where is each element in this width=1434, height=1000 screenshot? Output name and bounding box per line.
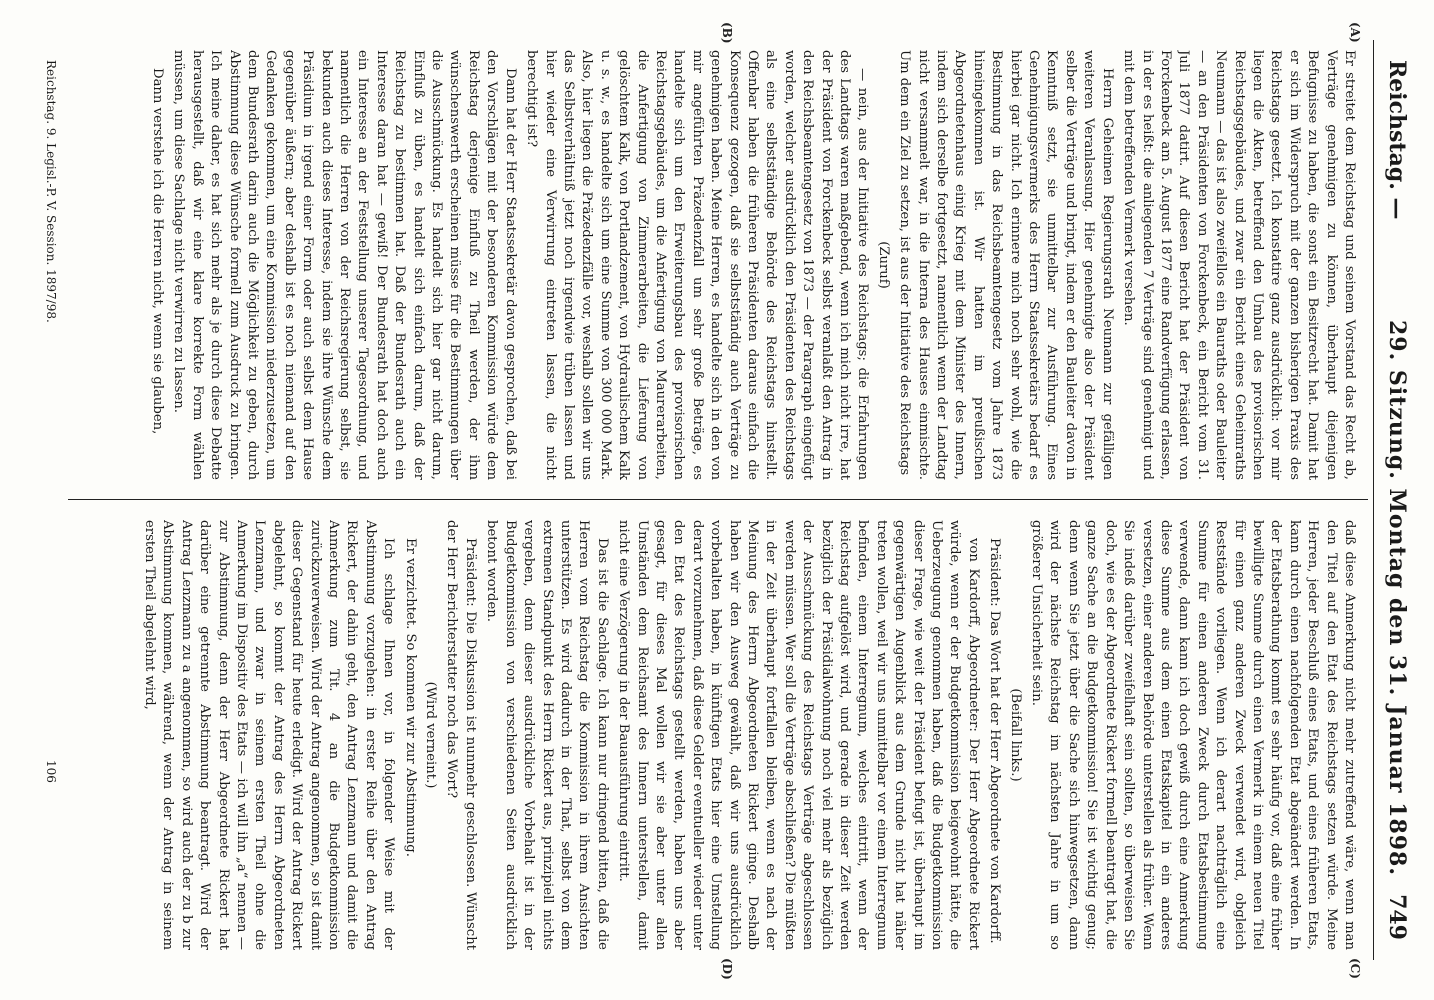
margin-letter-d: (D)	[720, 958, 734, 980]
paragraph: Dann verstehe ich die Herren nicht, wenn sie glauben,	[150, 68, 165, 435]
left-column	[68, 50, 1358, 480]
footer-session: Reichstag. 9. Legisl.-P. V. Session. 1897/98.	[44, 60, 58, 323]
paragraph: Ich schlage Ihnen vor, in folgender Weise mit der Abstimmung vorzugehen: in erster Reihe über den Antrag Rickert, der dahin geht, den Antrag Lenzmann und damit die Anmerkung zum Tit. 4 an die Budgetkommission zurückzuverweisen. Wird der Antrag angenommen, so ist damit dieser Gegenstand für heute erledigt. Wird der Antrag Rickert abgelehnt, so kommt der Antrag des Herrn Abgeordneten Lenzmann, und zwar in seinem ersten Theil ohne die Anmerkung im Dispositiv des Etats — ich will ihn „a“ nennen — zur Abstimmung, denn der Herr Abgeordnete Rickert hat darüber eine getrennte Abstimmung beantragt. Wird der Antrag Lenzmann zu a angenommen, so wird auch der zu b zur Abstimmung kommen, während, wenn der Antrag in seinem ersten Theil abgelehnt wird,	[142, 520, 397, 950]
paragraph: — nein, aus der Initiative des Reichstags; die Erfahrungen des Landtags waren maßgebend, wenn ich mich nicht irre, hat der Präsident von Forckenbeck selbst veranlaßt den Antrag in den Reichsbeamtengesetz von 1873 — der Paragraph eingefügt worden, welcher ausdrücklich den Präsidenten des Reichstags als eine selbstständige Behörde des Reichstags hinstellt. Offenbar haben die früheren Präsidenten daraus einfach die Konsequenz gezogen, daß sie selbstständig auch Verträge zu genehmigen haben. Meine Herren, es handelte sich in den von mir angeführten Präzedenzfall um sehr große Beträge, es handelte sich um den Erweiterungsbau des provisorischen Reichstagsgebäudes, um die Anfertigung von Maurerarbeiten, die Anfertigung von Zimmerarbeiten, die Lieferung von gelöschtem Kalk, von Portlandzement, von Hydraulischem Kalk u. s. w., es handelte sich um eine Summe von 300 000 Mark. Also, hier liegen die Präzedenzfälle vor, weshalb sollen wir uns das Selbstverhältniß jetzt noch irgendwie trüben lassen und hier wieder eine Verwirrung eintreten lassen, die nicht berechtigt ist?	[524, 50, 871, 480]
paragraph: Er verzichtet. So kommen wir zur Abstimmung.	[402, 538, 418, 857]
footer-sheet-number: 106	[44, 760, 58, 783]
paragraph: daß diese Anmerkung nicht mehr zutreffend wäre, wenn man den Titel auf den Etat des Reichstags setzen würde. Meine Herren, jeder Beschluß eines Etats, und eines früheren Etats, kann durch einen nachfolgenden Etat abgeändert werden. In der Etatsberathung kommt es sehr häufig vor, daß eine früher bewilligte Summe durch einen Vermerk in einem neuen Titel für einen ganz anderen Zweck verwendet wird, obgleich Reststände vorliegen. Wenn ich derart nachträglich eine Summe für einen anderen Zweck durch Etatsbestimmung verwende, dann kann ich doch gewiß durch eine Anmerkung diese Summe aus dem einen Etatskapitel in ein anderes versetzen, einer anderen Behörde unterstellen als früher. Wenn Sie indeß darüber zweifelhaft sein sollten, so überweisen Sie doch, wie es der Abgeordnete Rickert formell beantragt hat, die ganze Sache an die Budgetkommission! Sie ist wichtig genug; denn wenn Sie jetzt über die Sache sich hinwegsetzen, dann wird der nächste Reichstag im nächsten Jahre in um so größerer Unsicherheit sein.	[1029, 520, 1357, 950]
paragraph: Er streitet dem Reichstag und seinem Vorstand das Recht ab, Verträge genehmigen zu können, überhaupt diejenigen Befugnisse zu haben, die sonst ein Besitzrecht hat. Damit hat er sich im Widerspruch mit der ganzen bisherigen Praxis des Reichstags gesetzt. Ich konstatire ganz ausdrücklich: vor mir liegen die Akten, betreffend den Umbau des provisorischen Reichstagsgebäudes, und zwar ein Bericht eines Geheimraths Neumann — das ist also zweifellos ein Bauraths oder Bauleiter — an den Präsidenten von Forckenbeck, ein Bericht vom 31. Juli 1877 datirt. Auf diesen Bericht hat der Präsident von Forckenbeck am 5. August 1877 eine Randverfügung erlassen, in der es heißt: die anliegenden 7 Verträge sind genehmigt und mit dem betreffenden Vermerk versehen.	[1121, 50, 1357, 480]
header-left: Reichstag. —	[1384, 60, 1410, 220]
header-title: 29. Sitzung. Montag den 31. Januar 1898.	[1384, 320, 1410, 877]
margin-letter-c: (C)	[1348, 958, 1362, 979]
speaker-paragraph: Präsident: Das Wort hat der Herr Abgeordnete von Kardorff.	[987, 538, 1003, 944]
interjection: (Zuruf)	[875, 241, 891, 289]
margin-letter-a: (A)	[1348, 22, 1362, 43]
paragraph: Herrn Geheimen Regierungsrath Neumann zur gefälligen weiteren Veranlassung. Hier genehmigte also der Präsident selber die Verträge und bringt, indem er den Bauleiter davon in Kenntniß setzt, sie unmittelbar zur Ausführung. Eines Genehmigungsvermerks des Herrn Staatssekretärs bedarf es hierbei gar nicht. Ich erinnere mich noch sehr wohl, wie die Bestimmung in das Reichsbeamtengesetz vom Jahre 1873 hineingekommen ist. Wir hatten im preußischen Abgeordnetenhaus einig Krieg mit dem Minister des Innern, indem sich derselbe fortgesetzt, namentlich wenn der Landtag nicht versammelt war, in die Interna des Hauses einmischte. Um dem ein Ziel zu setzen, ist aus der Initiative des Reichstags	[897, 50, 1115, 480]
right-column	[68, 520, 1358, 950]
column-divider	[68, 499, 1368, 500]
interjection: (Wird verneint.)	[423, 681, 439, 789]
speaker-paragraph: von Kardorff, Abgeordneter: Der Herr Abgeordnete Rickert würde, wenn er der Budgetkommission beigewohnt hätte, die Ueberzeugung genommen haben, daß die Budgetkommission dieser Frage, wie weit der Präsident befugt ist, überhaupt im gegenwärtigen Augenblick aus dem Grunde nicht hat näher treten wollen, weil wir uns unmittelbar vor einem Interregnum befinden, einem Interregnum, welches eintritt, wenn der Reichstag aufgelöst wird, und gerade in dieser Zeit werden bezüglich der Präsidialwohnung noch viel mehr als bezüglich der Ausschmückung des Reichstags Verträge abgeschlossen werden müssen. Wer soll die Verträge abschließen? Die müßten in der Zeit überhaupt fortfallen bleiben, wenn es nach der Meinung des Herrn Abgeordneten Rickert ginge. Deshalb haben wir den Ausweg gewählt, daß wir uns ausdrücklich vorbehalten haben, in künftigen Etats hier eine Umstellung derart vorzunehmen, daß diese Gelder eventueller wieder unter den Etat des Reichstags gestellt werden, haben uns aber gesagt, für dieses Mal wollen wir sie aber unter allen Umständen dem Reichsamt des Innern unterstellen, damit nicht eine Verzögerung in der Bauausführung eintritt.	[616, 520, 981, 950]
speaker-paragraph: Präsident: Die Diskussion ist nunmehr geschlossen. Wünscht der Herr Berichterstatter noch das Wort?	[444, 520, 478, 950]
interjection: (Beifall links.)	[1007, 688, 1023, 782]
paragraph: Dann hat der Herr Staatssekretär davon gesprochen, daß bei den Vorschlägen mit der besonderen Kommission würde dem Reichstag derjenige Einfluß zu Theil werden, der ihm wünschenswerth erscheinen müsse für die Bestimmungen über die Ausschmückung. Es handelt sich hier gar nicht darum, Einfluß zu üben, es handelt sich einfach darum, daß der Reichstag zu bestimmen hat. Daß der Bundesrath auch ein Interesse daran hat — gewiß! Der Bundesrath hat doch auch ein Interesse an der Feststellung unserer Tagesordnung, und namentlich die Herren von der Reichsregierung selbst, sie bekunden auch dieses Interesse, indem sie ihre Wünsche dem Präsidium in irgend einer Form oder auch selbst dem Hause gegenüber äußern; aber deshalb ist es noch niemand auf den Gedanken gekommen, um eine Kommission niederzusetzen, um dem Bundesrath darin auch die Möglichkeit zu geben, durch Abstimmung diese Wünsche formell zum Ausdruck zu bringen. Ich meine daher, es hat sich mehr als je durch diese Debatte herausgestellt, daß wir eine klare korrekte Form wählen müssen, um diese Sachlage nicht verwirren zu lassen.	[171, 50, 518, 480]
page-number: 749	[1384, 894, 1410, 940]
page-header	[1376, 20, 1416, 980]
margin-letter-b: (B)	[720, 22, 734, 44]
header-rule	[1373, 40, 1374, 960]
paragraph: Das ist die Sachlage. Ich kann nur dringend bitten, daß die Herren vom Reichstag die Kommission in ihrem Ansichten unterstützen. Es wird dadurch in der That, selbst von dem extremen Standpunkt des Herrn Rickert aus, prinzipiell nichts vergeben, denn dieser ausdrückliche Vorbehalt ist in der Budgetkommission von verschiedenen Seiten ausdrücklich betont worden.	[484, 520, 610, 950]
